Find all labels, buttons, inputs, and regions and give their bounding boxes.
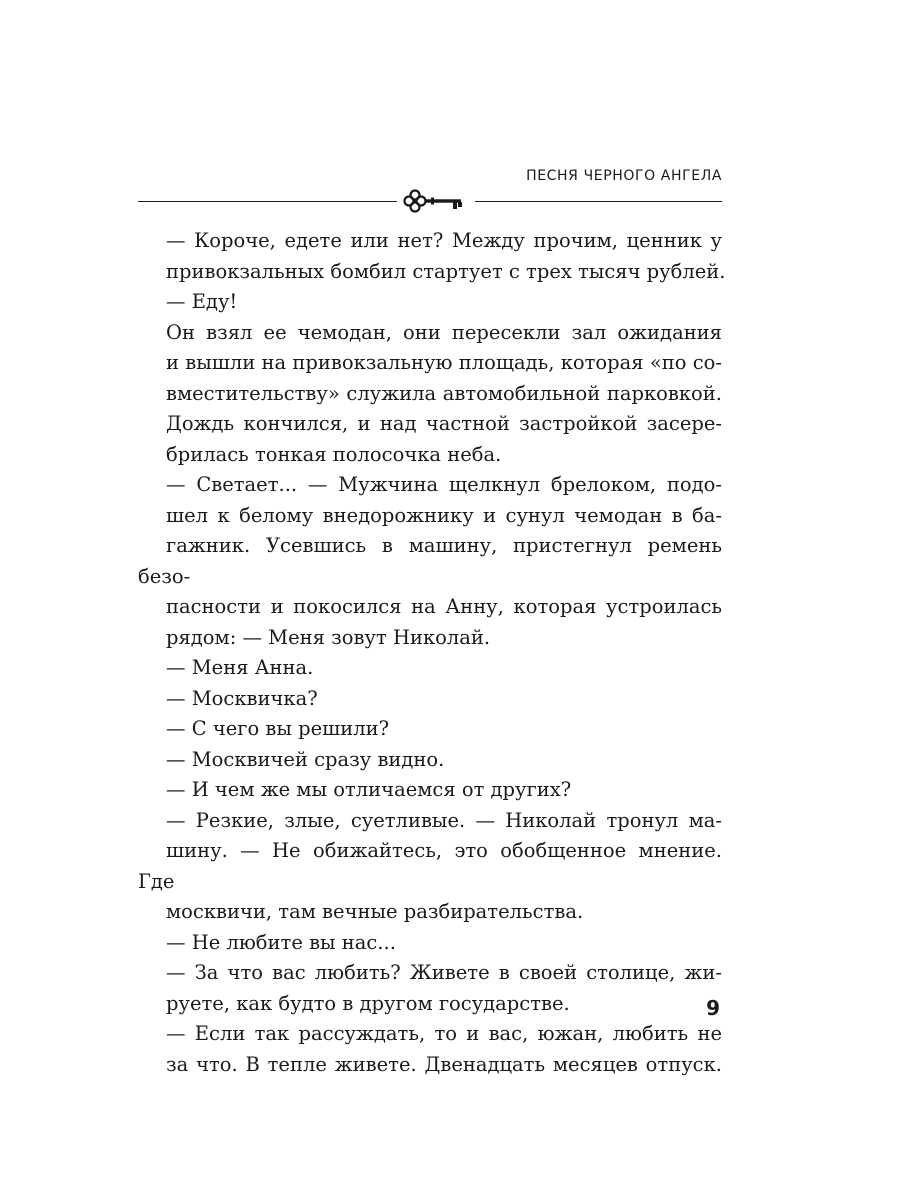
paragraph (138, 928, 722, 959)
text-line: за что. В тепле живете. Двенадцать месяцев отпуск. (166, 1052, 722, 1076)
paragraph (138, 806, 722, 928)
text-line: руете, как будто в другом государстве. (166, 991, 570, 1015)
paragraph (138, 958, 722, 1019)
text-line: привокзальных бомбил стартует с трех тысяч рублей. (166, 259, 726, 283)
paragraph (138, 684, 722, 715)
body-text (138, 226, 726, 1080)
text-line: — Если так рассуждать, то и вас, южан, любить не (166, 1022, 722, 1045)
paragraph (138, 287, 722, 318)
paragraph (138, 745, 722, 776)
page-number: 9 (706, 996, 720, 1020)
key-icon (397, 186, 475, 216)
text-line: брилась тонкая полосочка неба. (166, 442, 502, 466)
text-line: — Москвичей сразу видно. (166, 747, 445, 771)
paragraph (138, 318, 722, 471)
text-line: Он взял ее чемодан, они пересекли зал ожидания (166, 320, 722, 344)
text-line: — Короче, едете или нет? Между прочим, ценник у (166, 229, 722, 252)
text-line: и вышли на привокзальную площадь, которая «по со- (166, 351, 722, 374)
text-line: — Светает... — Мужчина щелкнул брелоком, подо- (166, 473, 722, 496)
text-line: шину. — Не обижайтесь, это обобщенное мнение. Где (138, 839, 722, 893)
running-title: ПЕСНЯ ЧЕРНОГО АНГЕЛА (526, 168, 722, 184)
text-line: — Резкие, злые, суетливые. — Николай тронул ма- (166, 808, 722, 832)
text-line: — С чего вы решили? (166, 717, 390, 740)
paragraph (138, 1019, 722, 1080)
paragraph (138, 714, 722, 745)
text-line: вместительству» служила автомобильной парковкой. (166, 381, 722, 405)
text-line: москвичи, там вечные разбирательства. (166, 900, 584, 923)
text-line: — Еду! (166, 290, 238, 313)
paragraph (138, 226, 726, 287)
paragraph (138, 653, 722, 684)
text-line: — За что вас любить? Живете в своей столице, жи- (166, 961, 722, 984)
text-line: — Москвичка? (166, 686, 318, 710)
text-line: рядом: — Меня зовут Николай. (166, 625, 491, 649)
text-line: шел к белому внедорожнику и сунул чемодан в ба- (166, 503, 722, 527)
text-line: — Меня Анна. (166, 656, 314, 679)
text-line: — И чем же мы отличаемся от других? (166, 778, 572, 801)
text-line: пасности и покосился на Анну, которая устроилась (166, 595, 722, 618)
paragraph (138, 470, 722, 653)
paragraph (138, 775, 722, 806)
text-line: — Не любите вы нас... (166, 930, 396, 954)
text-line: гажник. Усевшись в машину, пристегнул ремень безо- (138, 534, 722, 588)
text-line: Дождь кончился, и над частной застройкой засере- (166, 412, 722, 435)
